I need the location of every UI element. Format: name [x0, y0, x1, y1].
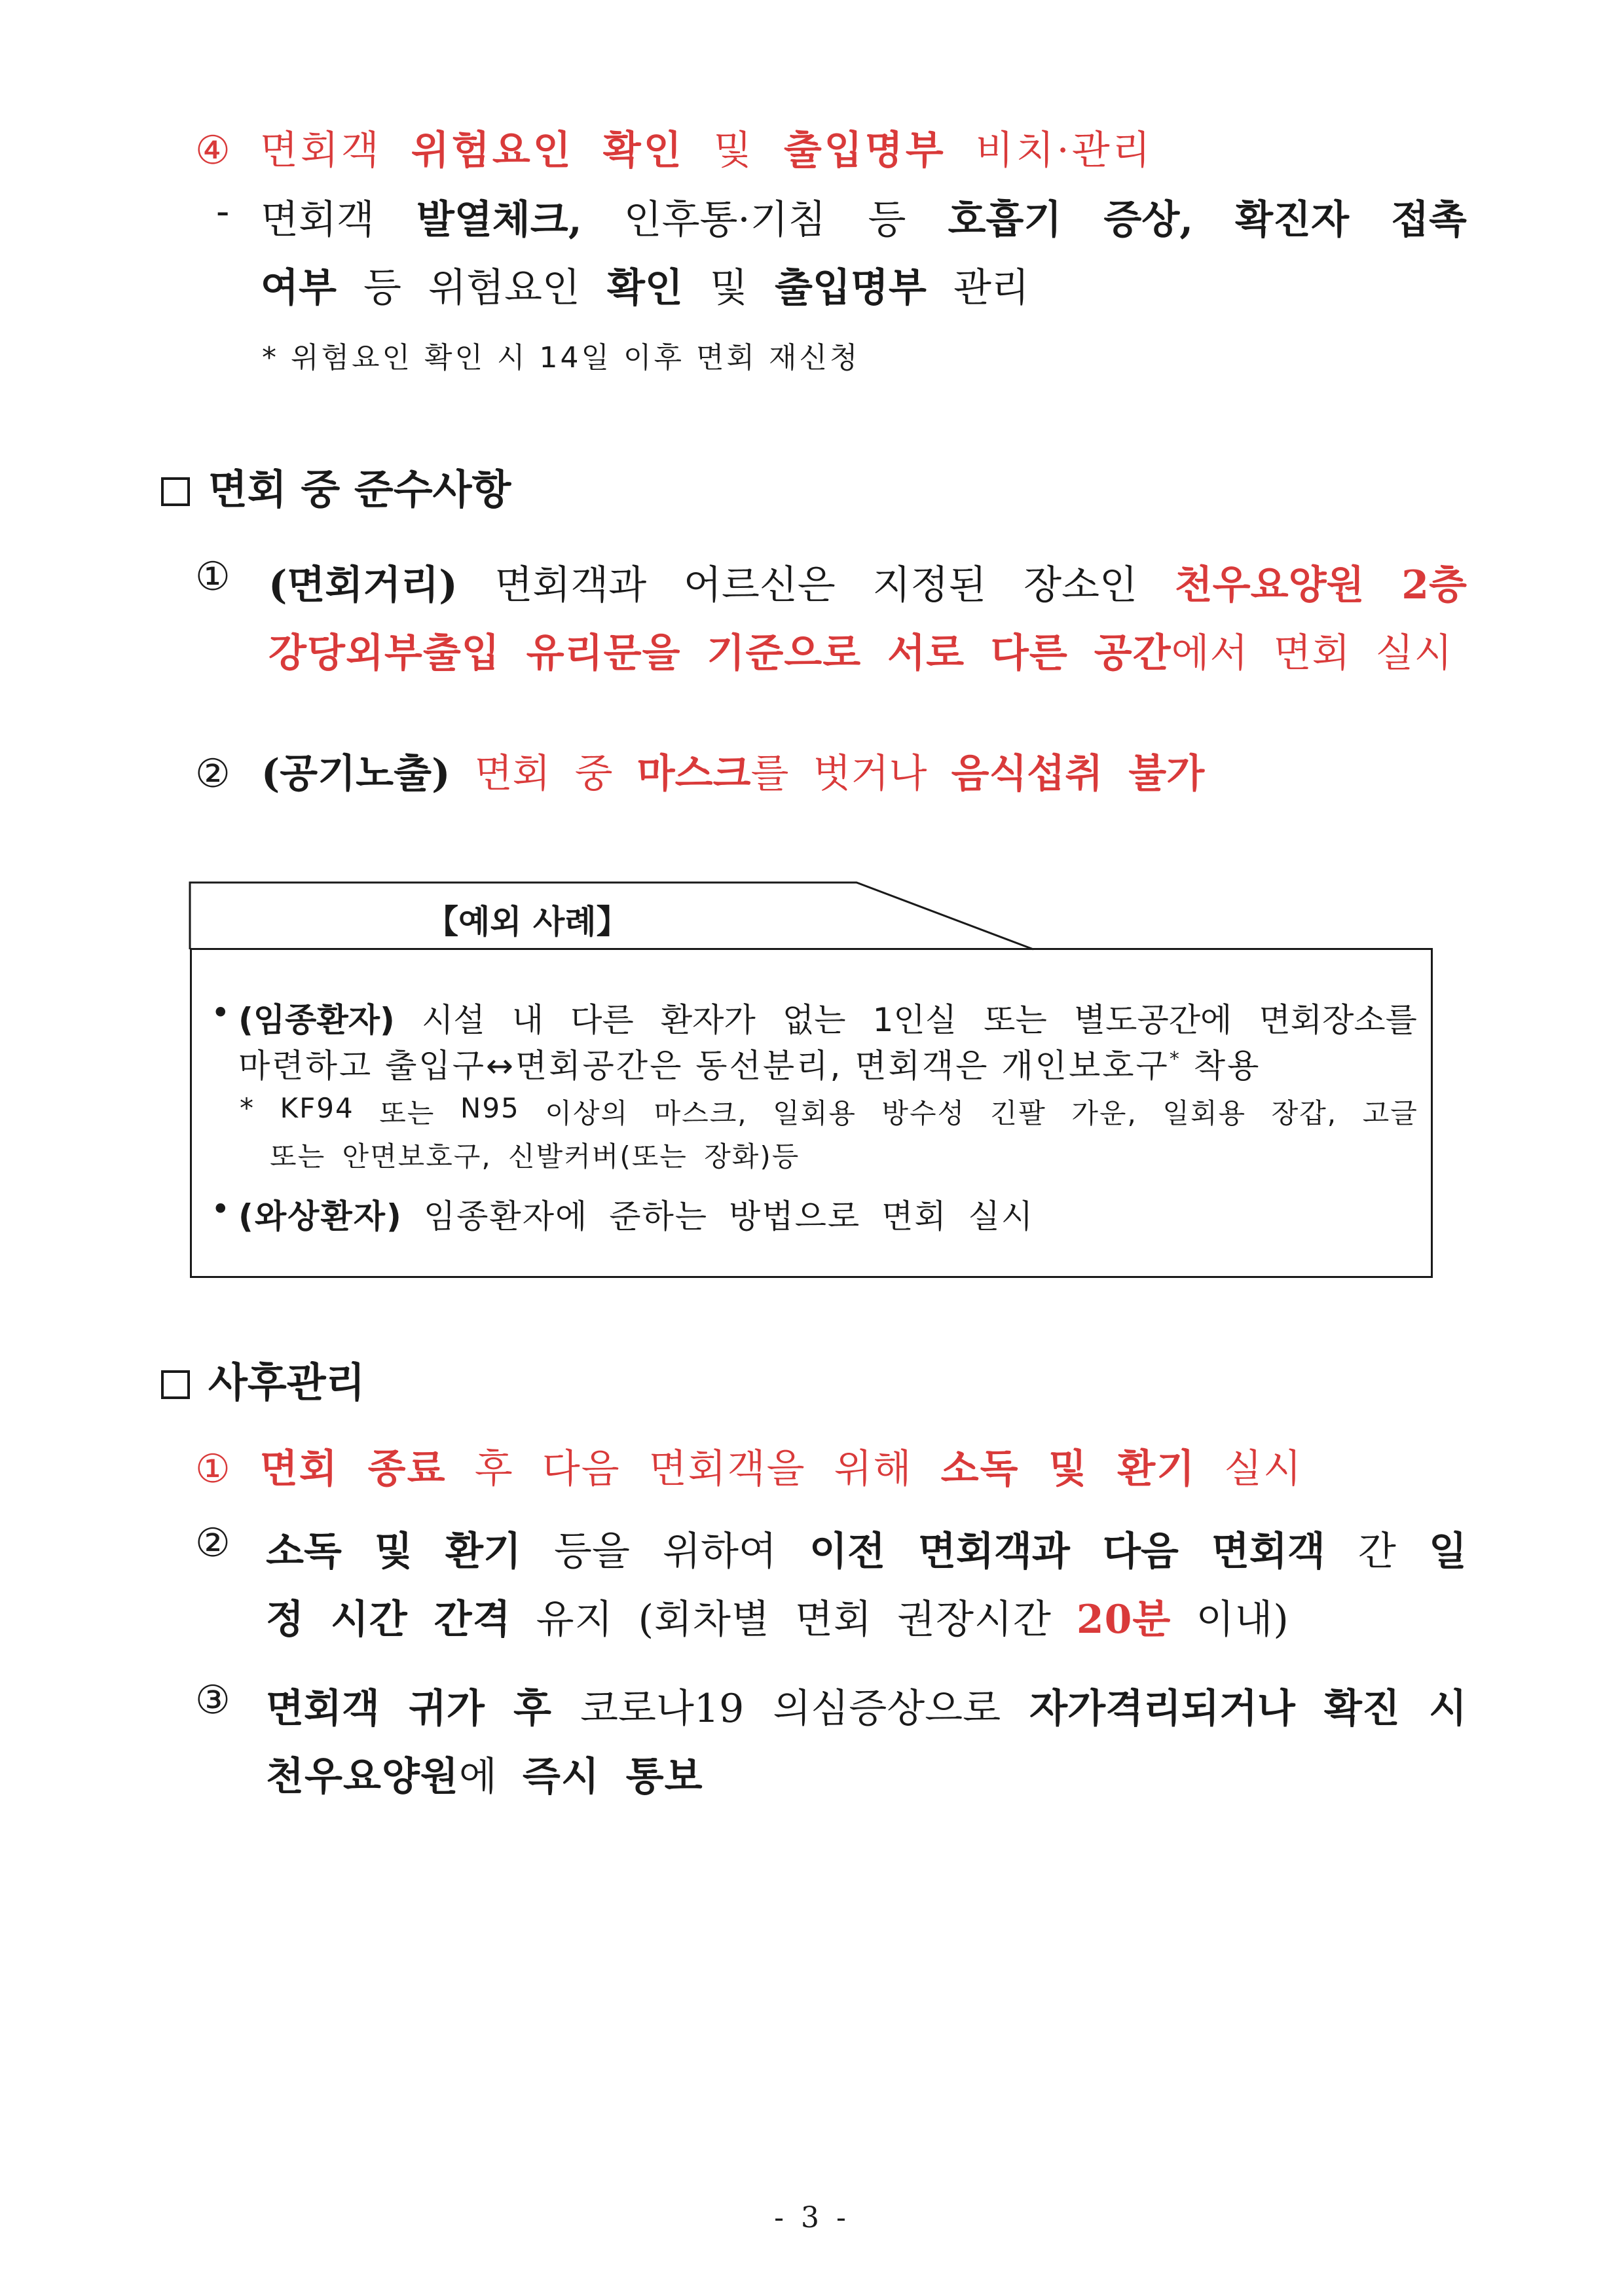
aftercare-item2-line-2: 정 시간 간격 유지 (회차별 면회 권장시간 20분 이내)	[266, 1597, 1289, 1643]
item1-number: ①	[195, 554, 231, 600]
checkbox-square-icon	[161, 1370, 190, 1399]
aftercare-item1-number: ①	[195, 1446, 232, 1492]
aftercare-item1: ① 면회 종료 후 다음 면회객을 위해 소독 및 환기 실시	[195, 1446, 1303, 1492]
section-title-compliance: 면회 중 준수사항	[161, 457, 511, 515]
exception-title: 【예외 사례】	[426, 903, 629, 941]
item2-line: ② (공기노출) 면회 중 마스크를 벗거나 음식섭취 불가	[195, 751, 1205, 797]
section-title-aftercare: 사후관리	[161, 1350, 365, 1408]
bullet-1-mark: •	[211, 994, 231, 1032]
risk-note: * 위험요인 확인 시 14일 이후 면회 재신청	[262, 341, 860, 374]
bullet-1-line-1: (임종환자) 시설 내 다른 환자가 없는 1인실 또는 별도공간에 면회장소를	[238, 1001, 1417, 1039]
footnote-line-2: 또는 안면보호구, 신발커버(또는 장화)등	[270, 1140, 800, 1173]
page-number: - 3 -	[774, 2201, 850, 2234]
aftercare-item2-line-1: 소독 및 환기 등을 위하여 이전 면회객과 다음 면회객 간 일	[266, 1529, 1467, 1575]
aftercare-item3-line-2: 천우요양원에 즉시 통보	[266, 1754, 703, 1800]
item1-line-1: (면회거리) 면회객과 어르신은 지정된 장소인 천우요양원 2층	[268, 562, 1467, 608]
item1-line-2: 강당외부출입 유리문을 기준으로 서로 다른 공간에서 면회 실시	[268, 630, 1453, 676]
aftercare-item2-number: ②	[195, 1520, 231, 1566]
footnote-line-1: * KF94 또는 N95 이상의 마스크, 일회용 방수성 긴팔 가운, 일회용 장갑, 고글	[240, 1092, 1418, 1129]
item4-heading: ④ 면회객 위험요인 확인 및 출입명부 비치·관리	[195, 128, 1153, 173]
item4-number: ④	[195, 128, 233, 173]
checkbox-square-icon	[161, 477, 190, 506]
aftercare-item3-line-1: 면회객 귀가 후 코로나19 의심증상으로 자가격리되거나 확진 시	[266, 1686, 1467, 1732]
dash-mark: -	[216, 189, 230, 234]
dash-line-1: 면회객 발열체크, 인후통·기침 등 호흡기 증상, 확진자 접촉	[261, 197, 1467, 243]
bullet-1-line-2: 마련하고 출입구↔면회공간은 동선분리, 면회객은 개인보호구* 착용	[238, 1047, 1261, 1085]
dash-line-2: 여부 등 위험요인 확인 및 출입명부 관리	[261, 265, 1029, 311]
item2-number: ②	[195, 751, 231, 797]
aftercare-item3-number: ③	[195, 1677, 231, 1723]
bullet-2-mark: •	[211, 1190, 231, 1228]
bullet-2-line: (와상환자) 임종환자에 준하는 방법으로 면회 실시	[238, 1197, 1035, 1235]
